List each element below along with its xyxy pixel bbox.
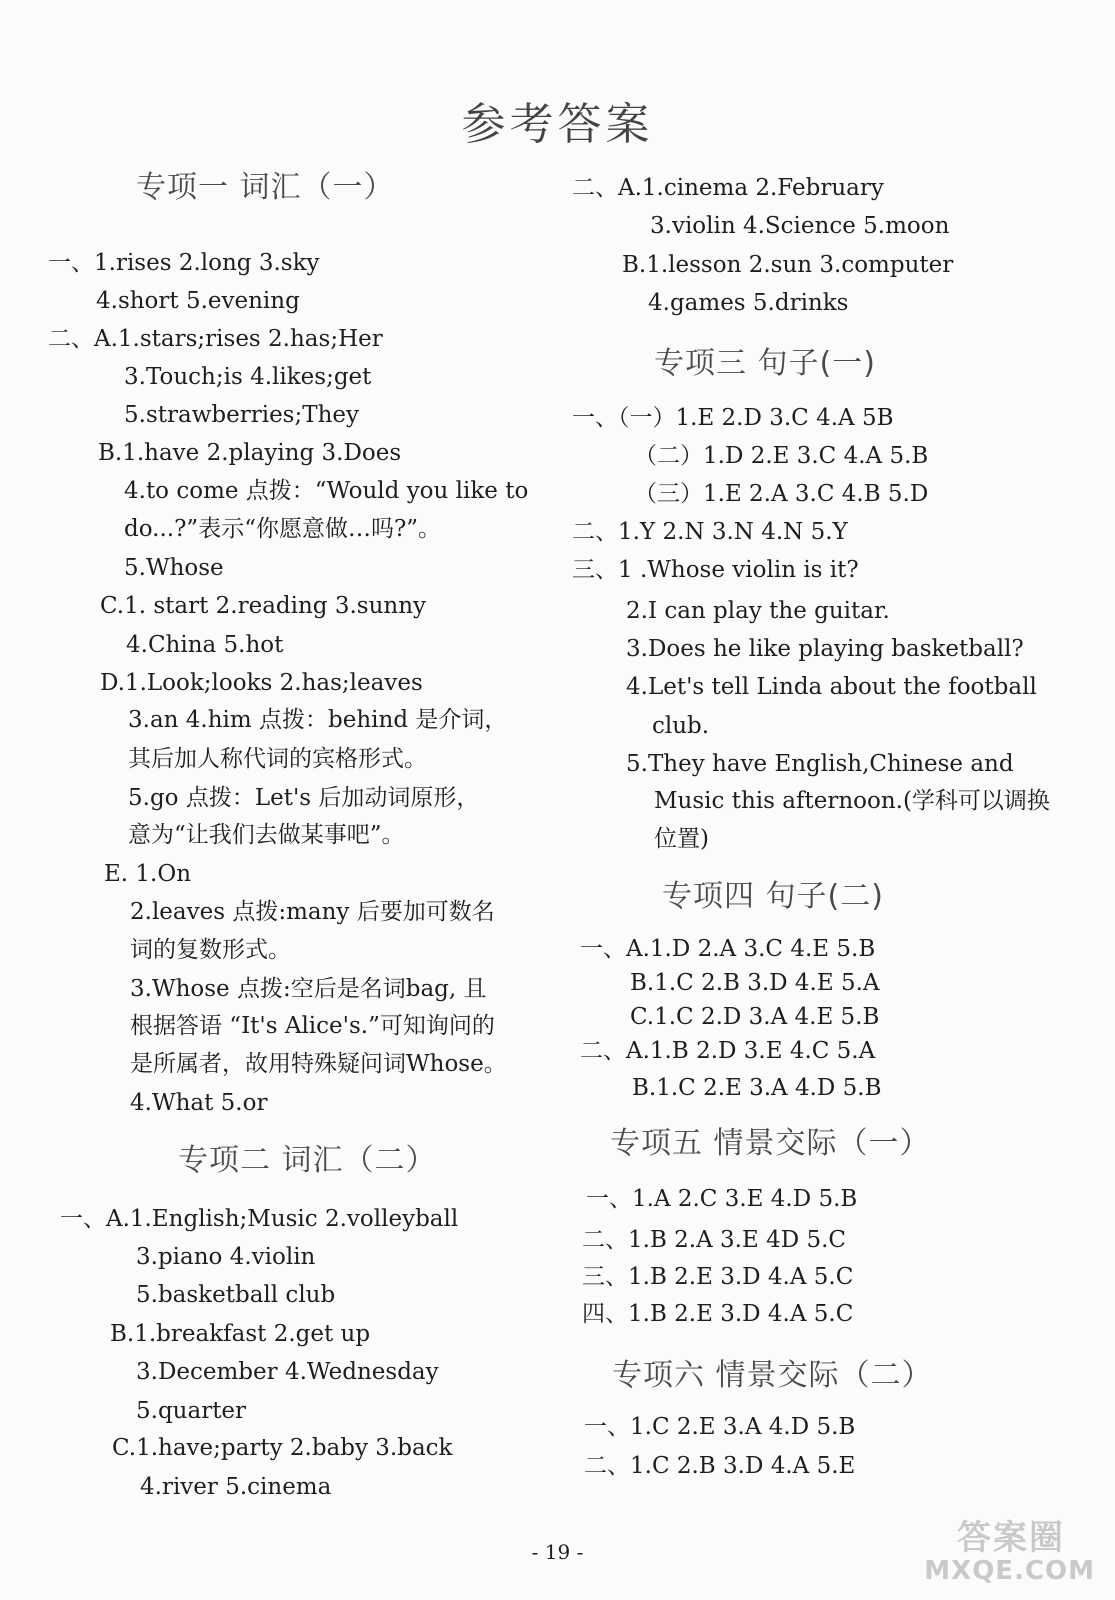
answer-line: 4.China 5.hot bbox=[126, 632, 284, 658]
answer-line: 4.What 5.or bbox=[130, 1090, 268, 1116]
answer-line: 三、1.B 2.E 3.D 4.A 5.C bbox=[582, 1264, 854, 1290]
answer-line: （三）1.E 2.A 3.C 4.B 5.D bbox=[634, 481, 929, 507]
answer-line: 5.Whose bbox=[124, 555, 224, 581]
answer-line: 一、A.1.English;Music 2.volleyball bbox=[60, 1206, 459, 1232]
answer-line: 5.They have English,Chinese and bbox=[626, 751, 1014, 777]
answer-line: 一、（一）1.E 2.D 3.C 4.A 5B bbox=[572, 405, 894, 431]
answer-line: 5.go 点拨：Let's 后加动词原形， bbox=[128, 785, 480, 811]
answer-line: 3.violin 4.Science 5.moon bbox=[650, 213, 950, 239]
answer-line: B.1.breakfast 2.get up bbox=[110, 1321, 371, 1347]
answer-line: Music this afternoon.(学科可以调换 bbox=[654, 788, 1050, 814]
answer-line: 4.games 5.drinks bbox=[648, 290, 849, 316]
section-heading-4: 专项四 句子(二) bbox=[662, 879, 884, 914]
answer-line: 4.river 5.cinema bbox=[140, 1474, 332, 1500]
answer-line: C.1.C 2.D 3.A 4.E 5.B bbox=[630, 1004, 880, 1030]
watermark-top: 答案圈 bbox=[957, 1518, 1065, 1558]
watermark-logo bbox=[925, 1510, 1095, 1590]
answer-line: 5.quarter bbox=[136, 1398, 247, 1424]
answer-line: 二、A.1.B 2.D 3.E 4.C 5.A bbox=[580, 1038, 876, 1064]
answer-line: 意为“让我们去做某事吧”。 bbox=[128, 822, 405, 848]
section-heading-3: 专项三 句子(一) bbox=[654, 346, 876, 381]
answer-line: 3.December 4.Wednesday bbox=[136, 1359, 439, 1385]
answer-line: do...?”表示“你愿意做…吗?”。 bbox=[124, 516, 442, 542]
answer-line: 二、1.Y 2.N 3.N 4.N 5.Y bbox=[572, 519, 848, 545]
answer-line: B.1.C 2.E 3.A 4.D 5.B bbox=[632, 1075, 882, 1101]
answer-line: 位置) bbox=[654, 826, 709, 852]
answer-line: 3.piano 4.violin bbox=[136, 1244, 316, 1270]
answer-line: 是所属者，故用特殊疑问词Whose。 bbox=[130, 1051, 507, 1077]
answer-line: 5.strawberries;They bbox=[124, 402, 359, 428]
answer-line: 二、1.C 2.B 3.D 4.A 5.E bbox=[584, 1453, 856, 1479]
answer-line: 一、1.rises 2.long 3.sky bbox=[48, 250, 320, 276]
section-heading-6: 专项六 情景交际（二） bbox=[612, 1358, 933, 1393]
answer-line: 一、A.1.D 2.A 3.C 4.E 5.B bbox=[580, 936, 876, 962]
answer-line: 4.to come 点拨：“Would you like to bbox=[124, 478, 529, 504]
answer-line: 其后加人称代词的宾格形式。 bbox=[128, 746, 427, 772]
answer-line: 一、1.C 2.E 3.A 4.D 5.B bbox=[584, 1414, 856, 1440]
answer-line: 3.Whose 点拨:空后是名词bag, 且 bbox=[130, 976, 487, 1002]
answer-line: B.1.C 2.B 3.D 4.E 5.A bbox=[630, 970, 880, 996]
section-heading-5: 专项五 情景交际（一） bbox=[610, 1126, 931, 1161]
answer-line: club. bbox=[652, 713, 710, 739]
page-number: - 19 - bbox=[531, 1540, 584, 1564]
answer-line: 3.Touch;is 4.likes;get bbox=[124, 364, 372, 390]
answer-line: D.1.Look;looks 2.has;leaves bbox=[100, 670, 423, 696]
watermark-bottom: MXQE.COM bbox=[924, 1556, 1095, 1586]
answer-line: B.1.have 2.playing 3.Does bbox=[98, 440, 402, 466]
answer-line: 4.Let's tell Linda about the football bbox=[626, 674, 1037, 700]
answer-line: 2.leaves 点拨:many 后要加可数名 bbox=[130, 899, 495, 925]
answer-line: （二）1.D 2.E 3.C 4.A 5.B bbox=[634, 443, 929, 469]
answer-line: 3.Does he like playing basketball? bbox=[626, 636, 1024, 662]
section-heading-2: 专项二 词汇（二） bbox=[178, 1143, 437, 1178]
answer-line: 根据答语 “It's Alice's.”可知询问的 bbox=[130, 1013, 495, 1039]
answer-line: B.1.lesson 2.sun 3.computer bbox=[622, 252, 954, 278]
section-heading-1: 专项一 词汇（一） bbox=[136, 170, 395, 205]
answer-line: E. 1.On bbox=[104, 861, 192, 887]
answer-line: C.1.have;party 2.baby 3.back bbox=[112, 1435, 453, 1461]
answer-line: 三、1 .Whose violin is it? bbox=[572, 557, 859, 583]
answer-line: 二、A.1.stars;rises 2.has;Her bbox=[48, 326, 383, 352]
answer-line: C.1. start 2.reading 3.sunny bbox=[100, 593, 427, 619]
answer-line: 2.I can play the guitar. bbox=[626, 598, 890, 624]
answer-line: 5.basketball club bbox=[136, 1282, 336, 1308]
answer-line: 二、A.1.cinema 2.February bbox=[572, 175, 884, 201]
answer-line: 二、1.B 2.A 3.E 4D 5.C bbox=[582, 1227, 846, 1253]
answer-line: 一、1.A 2.C 3.E 4.D 5.B bbox=[586, 1186, 858, 1212]
answer-line: 词的复数形式。 bbox=[130, 937, 291, 963]
answer-line: 3.an 4.him 点拨：behind 是介词， bbox=[128, 707, 508, 733]
answer-line: 四、1.B 2.E 3.D 4.A 5.C bbox=[582, 1301, 854, 1327]
answer-line: 4.short 5.evening bbox=[96, 288, 300, 314]
page-title: 参考答案 bbox=[461, 99, 654, 150]
